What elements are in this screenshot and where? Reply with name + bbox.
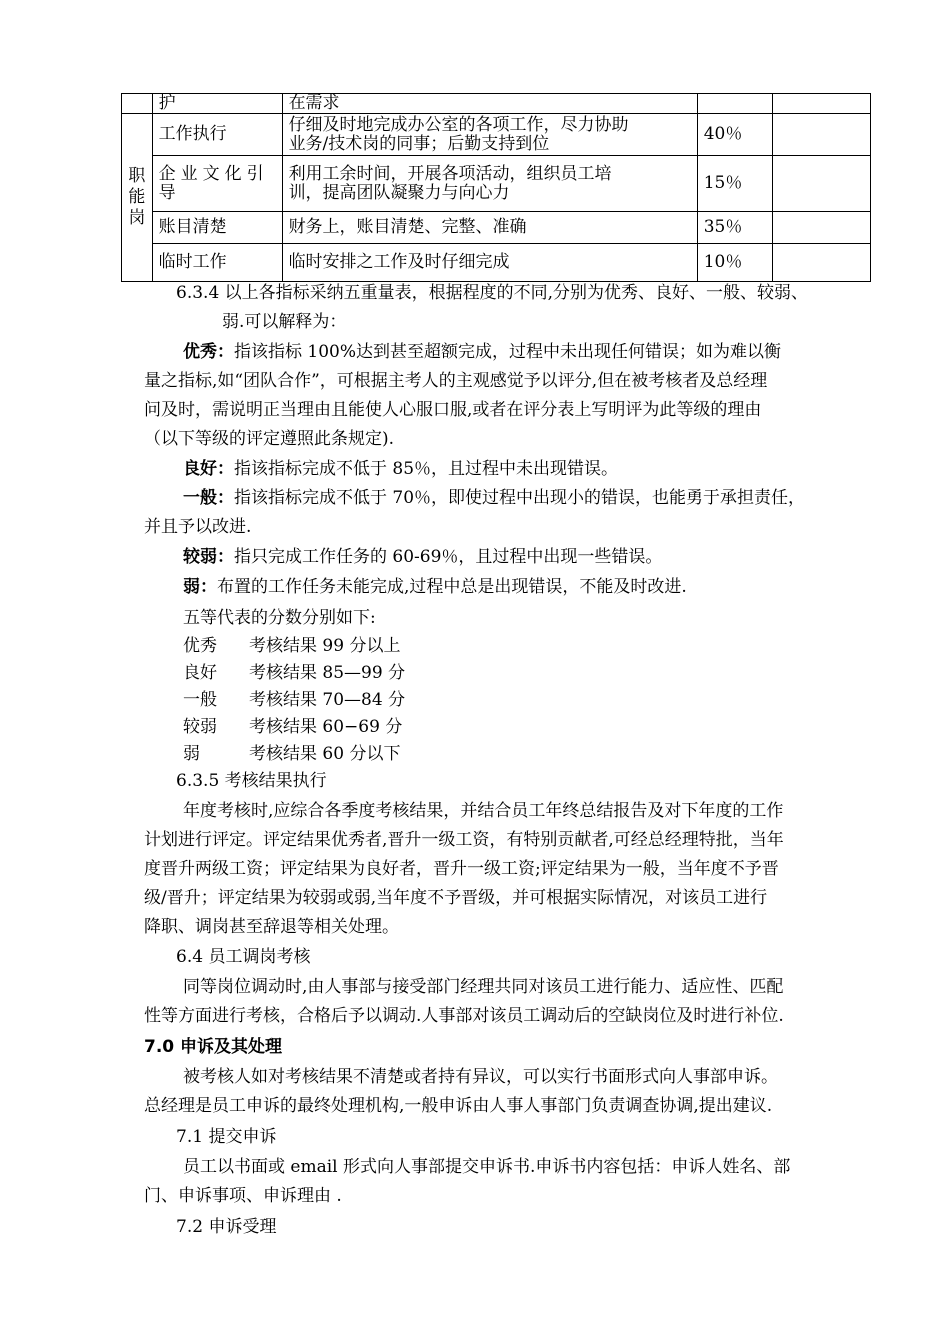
score-row <box>183 663 405 683</box>
score-row <box>183 636 400 656</box>
table-cell: 临时安排之工作及时仔细完成 <box>282 244 697 282</box>
table-row <box>122 94 871 114</box>
table-cell <box>772 156 870 212</box>
section-6-4-heading: 6.4 员工调岗考核 <box>176 947 311 967</box>
section-6-3-4-text: 弱.可以解释为： <box>222 312 347 332</box>
table-cell: 工作执行 <box>152 114 282 156</box>
cell-text: 仔细及时地完成办公室的各项工作，尽力协助 <box>288 114 629 135</box>
score-grade: 一般 <box>183 690 217 710</box>
table-cell: 护 <box>152 94 282 114</box>
table-cell: 在需求 <box>282 94 697 114</box>
paragraph-line: 级/晋升；评定结果为较弱或弱,当年度不予晋级，并可根据实际情况，对该员工进行 <box>144 888 768 908</box>
weight-cell: 40％ <box>697 114 772 156</box>
paragraph-text: 指该指标完成不低于 85％，且过程中未出现错误。 <box>234 459 619 479</box>
table-cell: 账目清楚 <box>152 212 282 244</box>
category-cell <box>122 114 153 282</box>
paragraph-text: 指该指标完成不低于 70％，即使过程中出现小的错误，也能勇于承担责任， <box>234 488 806 508</box>
paragraph-line: 员工以书面或 email 形式向人事部提交申诉书.申诉书内容包括：申诉人姓名、部 <box>183 1157 791 1177</box>
section-7-1-heading: 7.1 提交申诉 <box>176 1127 277 1147</box>
category-label: 职能岗 <box>128 166 146 228</box>
section-6-3-4-text: 6.3.4 以上各指标采纳五重量表，根据程度的不同,分别为优秀、良好、一般、较弱、 <box>176 283 809 303</box>
table-cell <box>152 156 282 212</box>
score-range: 考核结果 85—99 分 <box>249 663 406 683</box>
paragraph-line: 同等岗位调动时,由人事部与接受部门经理共同对该员工进行能力、适应性、匹配 <box>183 977 784 997</box>
score-row <box>183 744 400 764</box>
grade-label: 优秀： <box>183 342 234 362</box>
section-6-3-5-heading: 6.3.5 考核结果执行 <box>176 771 327 791</box>
paragraph-line: 量之指标,如“团队合作”，可根据主考人的主观感觉予以评分,但在被考核者及总经理 <box>144 371 768 391</box>
paragraph-line: 问及时，需说明正当理由且能使人心服口服,或者在评分表上写明评为此等级的理由 <box>144 400 762 420</box>
kpi-table <box>121 93 871 282</box>
table-row <box>122 156 871 212</box>
paragraph-text: 布置的工作任务未能完成,过程中总是出现错误，不能及时改进. <box>217 577 687 597</box>
table-cell <box>282 156 697 212</box>
weight-cell: 10％ <box>697 244 772 282</box>
table-cell <box>122 94 153 114</box>
weight-cell: 15％ <box>697 156 772 212</box>
paragraph-line: 总经理是员工申诉的最终处理机构,一般申诉由人事人事部门负责调查协调,提出建议. <box>144 1096 773 1116</box>
score-range: 考核结果 60−69 分 <box>249 717 403 737</box>
table-cell <box>772 212 870 244</box>
grade-label: 一般： <box>183 488 234 508</box>
paragraph-line: 性等方面进行考核，合格后予以调动.人事部对该员工调动后的空缺岗位及时进行补位. <box>144 1006 784 1026</box>
good-definition <box>183 459 618 479</box>
scores-intro: 五等代表的分数分别如下: <box>183 608 376 628</box>
score-grade: 较弱 <box>183 717 217 737</box>
score-grade: 弱 <box>183 744 200 764</box>
paragraph-line: 被考核人如对考核结果不清楚或者持有异议，可以实行书面形式向人事部申诉。 <box>183 1067 778 1087</box>
weaker-definition <box>183 547 662 567</box>
table-cell <box>772 94 870 114</box>
score-range: 考核结果 99 分以上 <box>249 636 401 656</box>
weight-cell: 35％ <box>697 212 772 244</box>
paragraph-line: 年度考核时,应综合各季度考核结果，并结合员工年终总结报告及对下年度的工作 <box>183 801 784 821</box>
cell-text: 企业文化引 <box>158 163 269 184</box>
cell-text: 训，提高团队凝聚力与向心力 <box>288 182 510 203</box>
score-range: 考核结果 60 分以下 <box>249 744 401 764</box>
table-cell <box>772 244 870 282</box>
table-row <box>122 114 871 156</box>
table-cell <box>697 94 772 114</box>
grade-label: 较弱： <box>183 547 234 567</box>
score-grade: 良好 <box>183 663 217 683</box>
grade-label: 良好： <box>183 459 234 479</box>
cell-text: 导 <box>158 182 176 203</box>
table-row <box>122 244 871 282</box>
cell-text: 业务/技术岗的同事；后勤支持到位 <box>288 133 550 154</box>
score-row <box>183 690 405 710</box>
paragraph-line: 降职、调岗甚至辞退等相关处理。 <box>144 917 399 937</box>
table-cell: 临时工作 <box>152 244 282 282</box>
paragraph-line: 计划进行评定。评定结果优秀者,晋升一级工资，有特别贡献者,可经总经理特批，当年 <box>144 830 784 850</box>
paragraph-line: 并且予以改进. <box>144 517 252 537</box>
weak-definition <box>183 577 687 597</box>
paragraph-text: 指该指标 100%达到甚至超额完成，过程中未出现任何错误；如为难以衡 <box>234 342 782 362</box>
excellent-definition <box>183 342 781 362</box>
grade-label: 弱： <box>183 577 217 597</box>
score-row <box>183 717 402 737</box>
section-7-0-heading: 7.0 申诉及其处理 <box>144 1037 283 1057</box>
score-grade: 优秀 <box>183 636 217 656</box>
table-cell: 财务上，账目清楚、完整、准确 <box>282 212 697 244</box>
table-cell <box>282 114 697 156</box>
section-7-2-heading: 7.2 申诉受理 <box>176 1217 277 1237</box>
table-row <box>122 212 871 244</box>
paragraph-text: 指只完成工作任务的 60-69％，且过程中出现一些错误。 <box>234 547 663 567</box>
paragraph-line: 度晋升两级工资；评定结果为良好者，晋升一级工资;评定结果为一般，当年度不予晋 <box>144 859 779 879</box>
paragraph-line: （以下等级的评定遵照此条规定). <box>144 429 395 449</box>
table-cell <box>772 114 870 156</box>
score-range: 考核结果 70—84 分 <box>249 690 406 710</box>
cell-text: 利用工余时间，开展各项活动，组织员工培 <box>288 163 612 184</box>
average-definition <box>183 488 805 508</box>
paragraph-line: 门、申诉事项、申诉理由 . <box>144 1186 342 1206</box>
